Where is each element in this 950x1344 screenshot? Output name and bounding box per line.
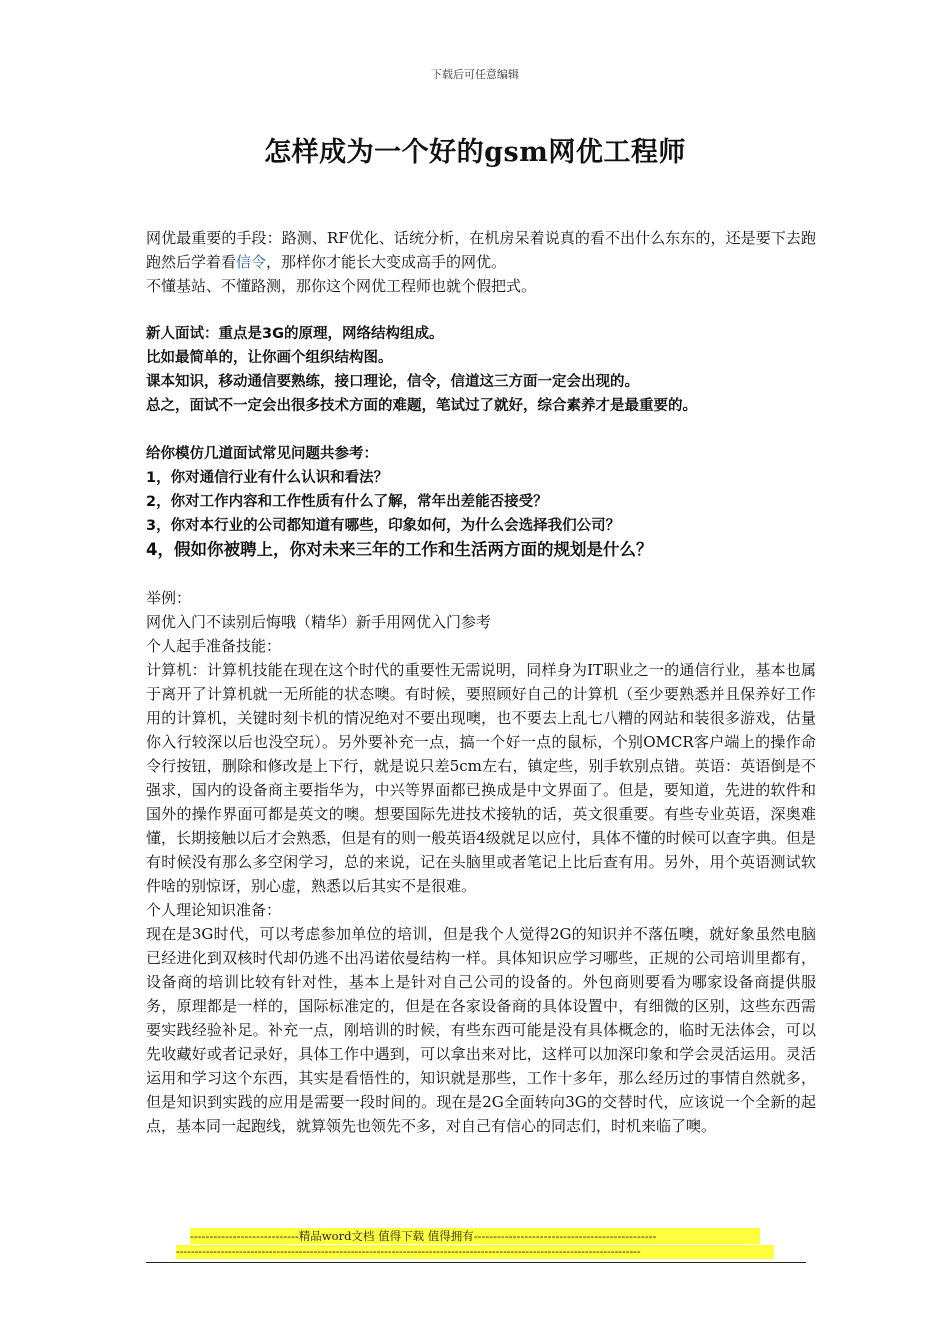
footer-banner-line: ----------------------------精品word文档 值得下载 值得拥有----------------------------------------------- <box>190 1228 760 1244</box>
interview-line: 总之，面试不一定会出很多技术方面的难题，笔试过了就好，综合素养才是最重要的。 <box>146 398 697 414</box>
question-item: 1，你对通信行业有什么认识和看法？ <box>146 470 389 486</box>
spacer <box>146 418 816 442</box>
interview-line: 课本知识，移动通信要熟练，接口理论，信令，信道这三方面一定会出现的。 <box>146 374 639 390</box>
example-label: 举例： <box>146 589 192 607</box>
skills-paragraph: 计算机：计算机技能在现在这个时代的重要性无需说明，同样身为IT职业之一的通信行业，基本也属于离开了计算机就一无所能的状态噢。有时候，要照顾好自己的计算机（至少要熟悉并且保养好工作用的计算机，关键时刻卡机的情况绝对不要出现噢，也不要去上乱七八糟的网站和装很多游戏，估量你入行较深以后也没空玩）。另外要补充一点，搞一个好一点的鼠标，个别OMCR客户端上的操作命令行按钮，删除和修改是上下行，就是说只差5cm左右，镇定些，别手软别点错。英语：英语倒是不强求，国内的设备商主要指华为，中兴等界面都已换成是中文界面了。但是，要知道，先进的软件和国外的操作界面可都是英文的噢。想要国际先进技术接轨的话，英文很重要。有些专业英语，深奥难懂，长期接触以后才会熟悉，但是有的则一般英语4级就足以应付，具体不懂的时候可以查字典。但是有时候没有那么多空闲学习，总的来说，记在头脑里或者笔记上比后查有用。另外，用个英语测试软件啥的别惊讶，别心虚，熟悉以后其实不是很难。 <box>146 661 816 895</box>
example-subtitle: 网优入门不读别后悔哦（精华）新手用网优入门参考 <box>146 613 492 631</box>
spacer <box>146 298 816 322</box>
interview-line: 比如最简单的，让你画个组织结构图。 <box>146 350 393 366</box>
intro-paragraph-1 <box>146 226 816 274</box>
interview-line: 新人面试：重点是3G的原理，网络结构组成。 <box>146 326 444 342</box>
page-header-note: 下载后可任意编辑 <box>431 68 519 81</box>
signaling-link[interactable]: 信令 <box>236 253 267 271</box>
intro-paragraph-2: 不懂基站、不懂路测，那你这个网优工程师也就个假把式。 <box>146 277 537 295</box>
theory-paragraph: 现在是3G时代，可以考虑参加单位的培训，但是我个人觉得2G的知识并不落伍噢，就好象虽然电脑已经进化到双核时代却仍逃不出冯诺依曼结构一样。具体知识应学习哪些，正规的公司培训里都有，设备商的培训比较有针对性，基本上是针对自己公司的设备的。外包商则要看为哪家设备商提供服务，原理都是一样的，国际标准定的，但是在各家设备商的具体设置中，有细微的区别，这些东西需要实践经验补足。补充一点，刚培训的时候，有些东西可能是没有具体概念的，临时无法体会，可以先收藏好或者记录好，具体工作中遇到，可以拿出来对比，这样可以加深印象和学会灵活运用。灵活运用和学习这个东西，其实是看悟性的，知识就是那些，工作十多年，那么经历过的事情自然就多，但是知识到实践的应用是需要一段时间的。现在是2G全面转向3G的交替时代，应该说一个全新的起点，基本同一起跑线，就算领先也领先不多，对自己有信心的同志们，时机来临了噢。 <box>146 925 816 1135</box>
document-title: 怎样成为一个好的gsm网优工程师 <box>264 137 686 168</box>
intro-text-after-link: ，那样你才能长大变成高手的网优。 <box>266 253 507 271</box>
skills-heading: 个人起手准备技能： <box>146 637 282 655</box>
footer-divider <box>146 1262 806 1263</box>
intro-text-before-link: 网优最重要的手段：路测、RF优化、话统分析，在机房呆着说真的看不出什么东东的，还是要下去跑跑然后学着看 <box>146 229 816 271</box>
footer-banner-line: ----------------------------------------------------------------------------------------------------------------------------- <box>176 1245 774 1259</box>
question-item: 2，你对工作内容和工作性质有什么了解，常年出差能否接受？ <box>146 494 548 510</box>
document-body <box>146 226 816 1138</box>
questions-heading: 给你模仿几道面试常见问题共参考： <box>146 446 378 462</box>
question-item: 3，你对本行业的公司都知道有哪些，印象如何，为什么会选择我们公司？ <box>146 518 621 534</box>
question-item-4: 4，假如你被聘上，你对未来三年的工作和生活两方面的规划是什么？ <box>146 540 653 559</box>
theory-heading: 个人理论知识准备： <box>146 901 282 919</box>
spacer <box>146 562 816 586</box>
